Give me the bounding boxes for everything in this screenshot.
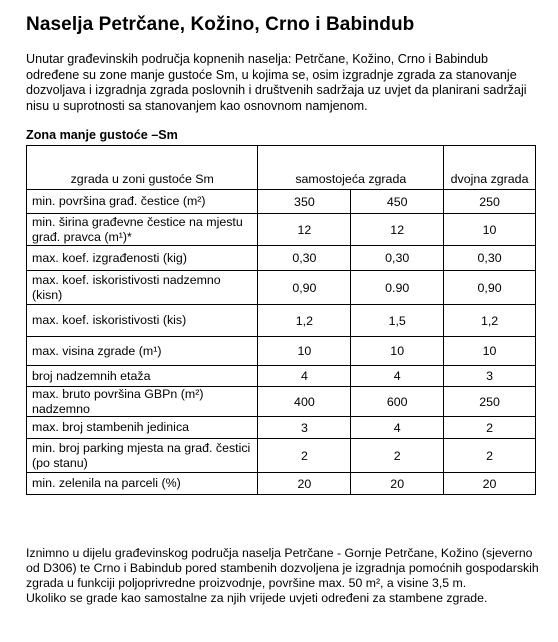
row-value: 1,5 xyxy=(351,305,444,337)
footer-paragraph: Ukoliko se grade kao samostalne za njih vrijede uvjeti određeni za stambene zgrade. xyxy=(26,591,488,605)
row-value: 250 xyxy=(444,190,536,214)
table-row xyxy=(27,214,536,246)
row-value: 600 xyxy=(351,387,444,417)
header-cell: zgrada u zoni gustoće Sm xyxy=(27,146,258,190)
row-value: 250 xyxy=(444,387,536,417)
table-row xyxy=(27,417,536,439)
row-label: min. površina građ. čestice (m²) xyxy=(27,190,258,214)
row-value: 0,90 xyxy=(258,271,351,305)
table-row xyxy=(27,246,536,271)
row-value: 0,90 xyxy=(444,271,536,305)
table-header-row xyxy=(27,146,536,190)
table-row xyxy=(27,387,536,417)
row-label: max. broj stambenih jedinica xyxy=(27,417,258,439)
row-label: max. visina zgrade (m¹) xyxy=(27,337,258,366)
table-row xyxy=(27,473,536,495)
row-value: 2 xyxy=(444,417,536,439)
header-cell: dvojna zgrada xyxy=(444,146,536,190)
row-value: 0.90 xyxy=(351,271,444,305)
row-value: 0,30 xyxy=(258,246,351,271)
row-value: 20 xyxy=(444,473,536,495)
footer-paragraph: Iznimno u dijelu građevinskog područja naselja Petrčane - Gornje Petrčane, Kožino (sjeverno od D306) te Crno i Babindub pored stambenih dozvoljena je izgradnja pomoćnih gospodarskih zgrada u funkciji poljoprivredne proizvodnje, površine max. 50 m², a visine 3,5 m. xyxy=(26,546,539,590)
intro-paragraph: Unutar građevinskih područja kopnenih naselja: Petrčane, Kožino, Crno i Babindub određene su zone manje gustoće Sm, u kojima se, osim izgradnje zgrada za stanovanje dozvoljava i izgradnja zgrada poslovnih i društvenih sadržaja uz uvjet da planirani sadržaji nisu u suprotnosti sa stanovanjem kao osnovnom namjenom. xyxy=(26,52,527,113)
row-value: 1,2 xyxy=(444,305,536,337)
table-row xyxy=(27,439,536,473)
row-label: min. broj parking mjesta na građ. čestici (po stanu) xyxy=(27,439,258,473)
row-label: broj nadzemnih etaža xyxy=(27,366,258,387)
row-value: 2 xyxy=(258,439,351,473)
row-label: max. koef. izgrađenosti (kig) xyxy=(27,246,258,271)
row-value: 20 xyxy=(351,473,444,495)
row-value: 0,30 xyxy=(351,246,444,271)
footer-note xyxy=(26,546,541,606)
row-value: 4 xyxy=(351,417,444,439)
row-value: 20 xyxy=(258,473,351,495)
row-value: 10 xyxy=(351,337,444,366)
page-title: Naselja Petrčane, Kožino, Crno i Babindub xyxy=(26,14,415,35)
row-value: 1,2 xyxy=(258,305,351,337)
row-value: 2 xyxy=(444,439,536,473)
header-cell: samostojeća zgrada xyxy=(258,146,444,190)
row-label: max. koef. iskoristivosti nadzemno (kisn) xyxy=(27,271,258,305)
row-value: 3 xyxy=(258,417,351,439)
row-value: 12 xyxy=(351,214,444,246)
row-value: 4 xyxy=(258,366,351,387)
table-row xyxy=(27,337,536,366)
table-row xyxy=(27,190,536,214)
row-value: 400 xyxy=(258,387,351,417)
row-value: 10 xyxy=(444,214,536,246)
row-value: 4 xyxy=(351,366,444,387)
table-row xyxy=(27,305,536,337)
row-label: min. širina građevne čestice na mjestu građ. pravca (m¹)* xyxy=(27,214,258,246)
row-value: 350 xyxy=(258,190,351,214)
section-title: Zona manje gustoće –Sm xyxy=(26,128,178,142)
zone-parameters-table xyxy=(26,145,536,495)
row-value: 0,30 xyxy=(444,246,536,271)
row-value: 10 xyxy=(258,337,351,366)
row-label: max. koef. iskoristivosti (kis) xyxy=(27,305,258,337)
row-value: 2 xyxy=(351,439,444,473)
row-value: 12 xyxy=(258,214,351,246)
table-row xyxy=(27,271,536,305)
row-value: 3 xyxy=(444,366,536,387)
row-value: 10 xyxy=(444,337,536,366)
row-label: min. zelenila na parceli (%) xyxy=(27,473,258,495)
row-label: max. bruto površina GBPn (m²) nadzemno xyxy=(27,387,258,417)
table-row xyxy=(27,366,536,387)
row-value: 450 xyxy=(351,190,444,214)
